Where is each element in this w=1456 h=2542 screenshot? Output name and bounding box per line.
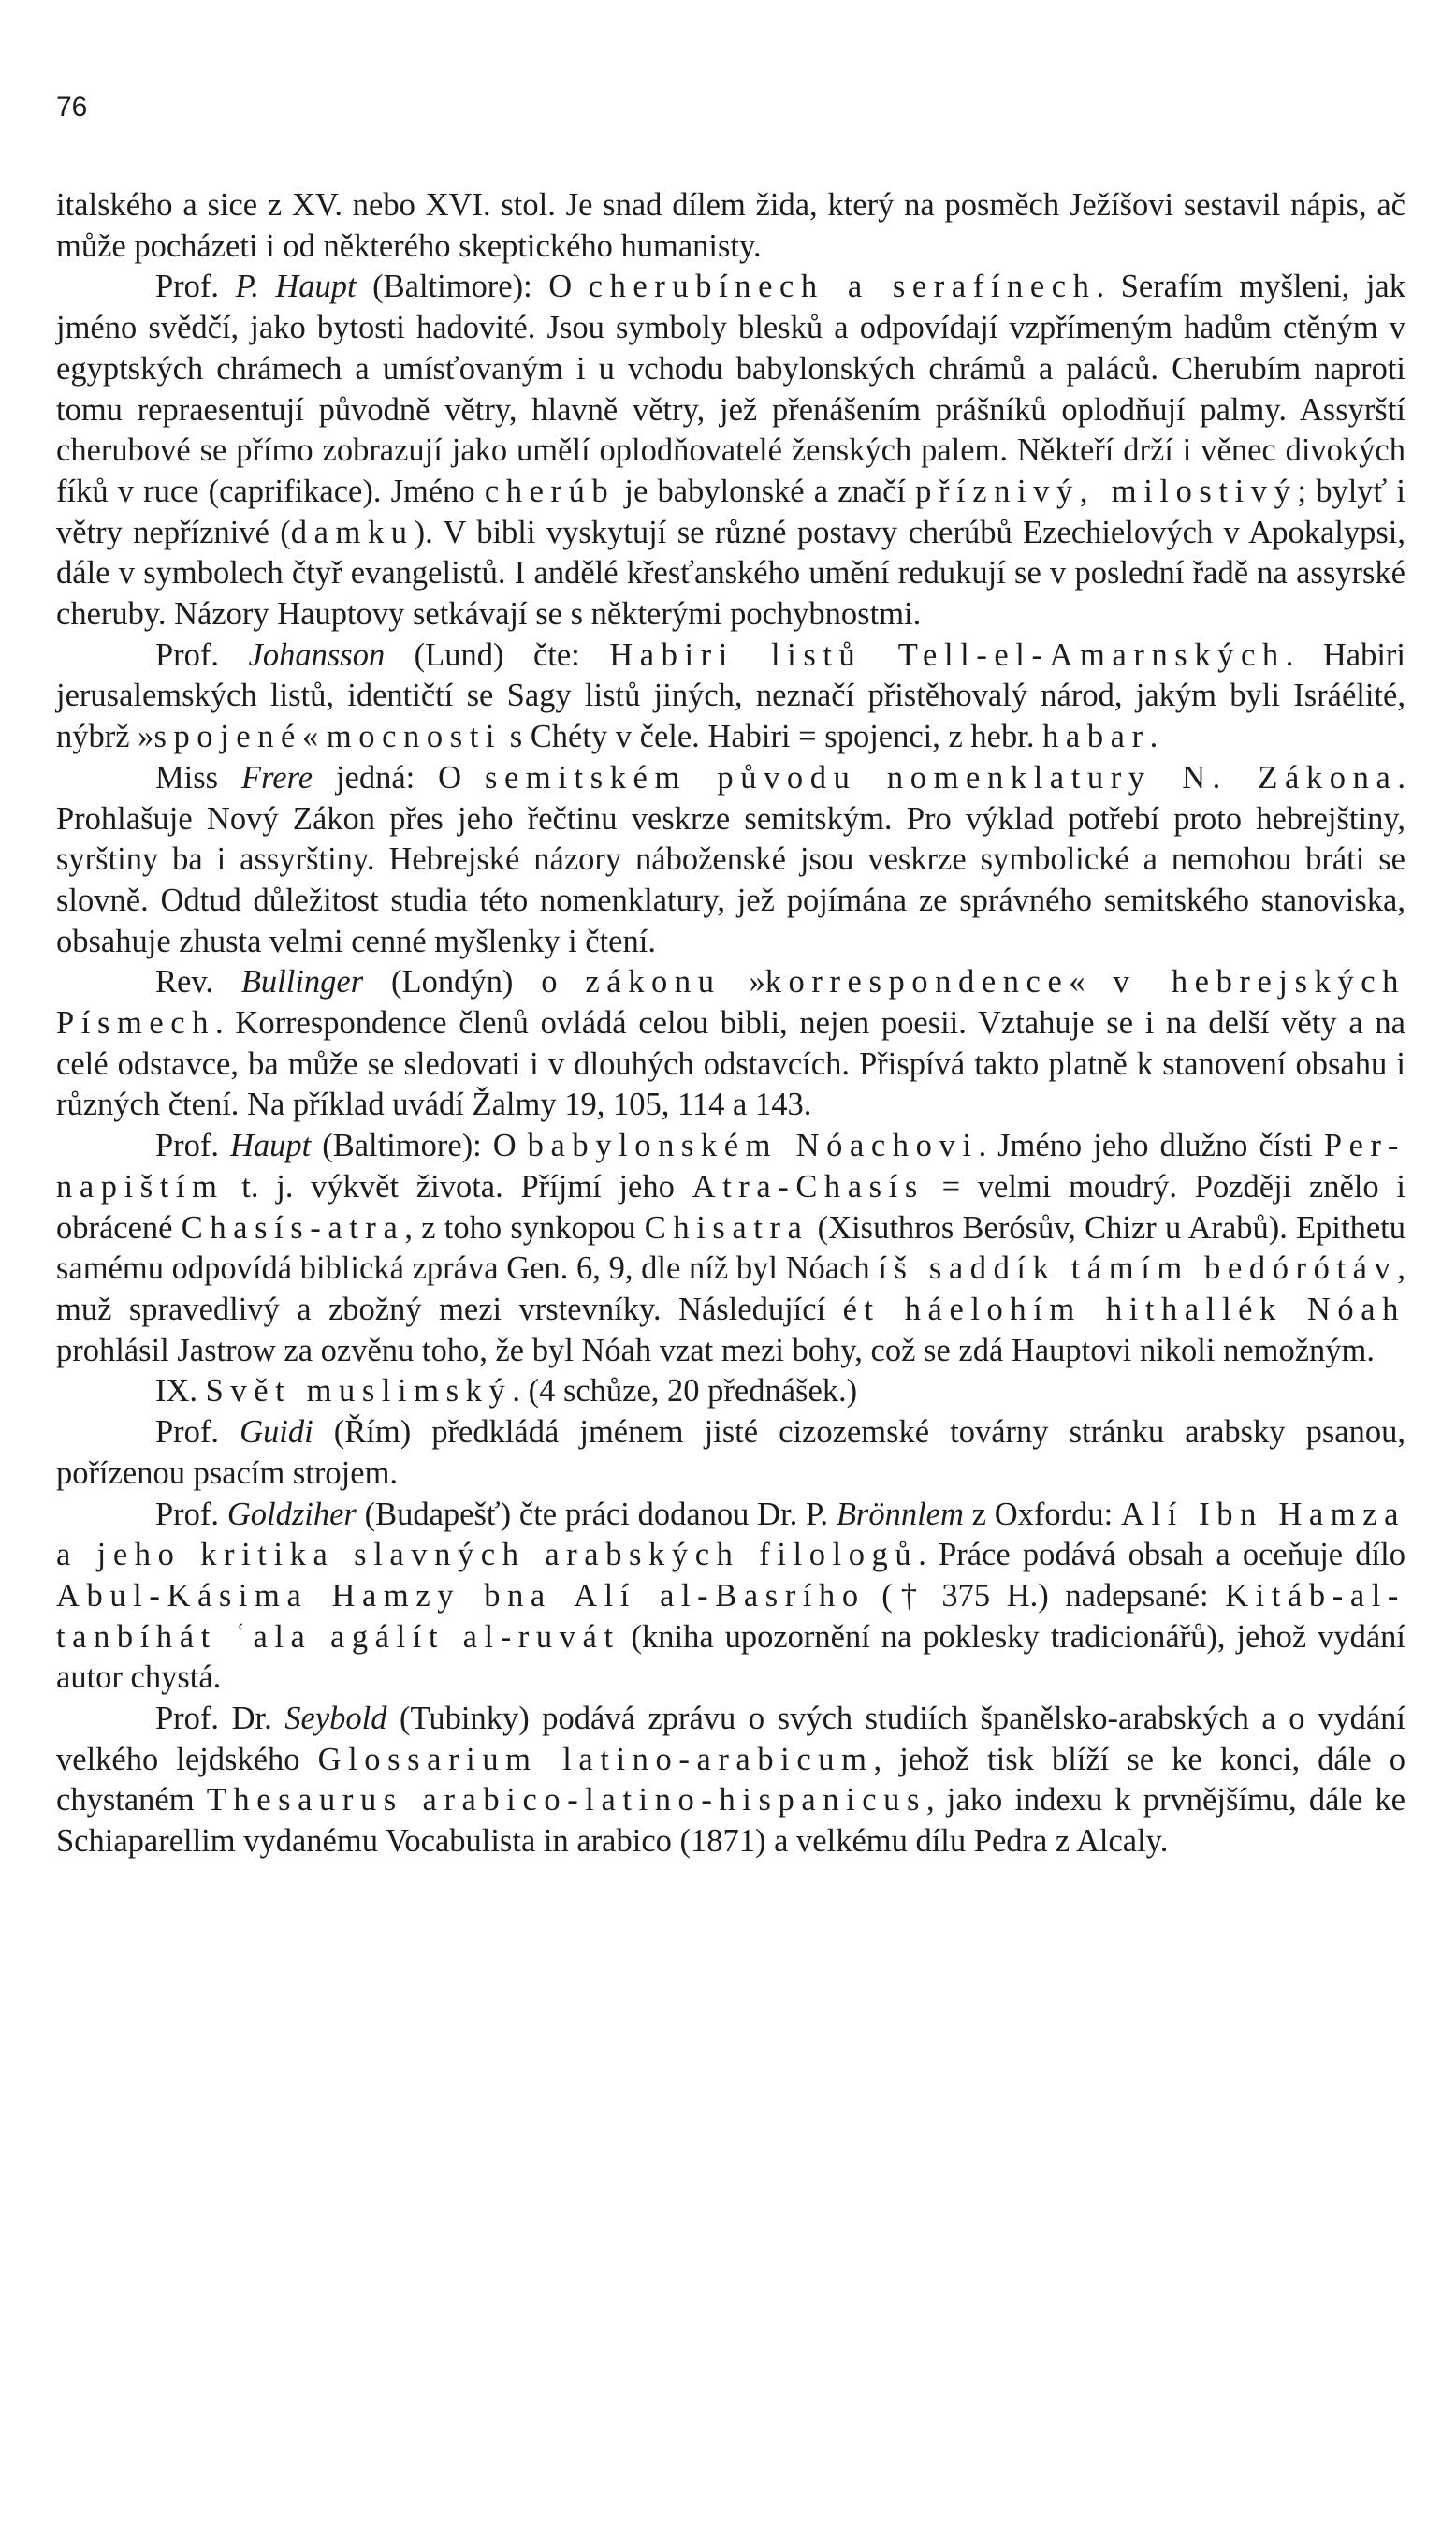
text-run: (Londýn) o <box>363 964 586 1001</box>
text-run: († 375 H.) nadepsané: <box>865 1577 1226 1614</box>
text-run: (Řím) předkládá jménem jisté cizozemské továrny stránku arabsky psanou, pořízenou psacím strojem. <box>56 1414 1405 1491</box>
text-run: . <box>1149 719 1158 755</box>
text-run: , jako indexu k prvnějšímu, dále ke Schiaparellim vydanému Vocabulista in arabico (1871) a velkému dílu Pedra z Alcaly. <box>56 1782 1405 1860</box>
text-run: . Habiri jerusalemských listů, identičtí se Sagy listů jiných, neznačí přistěhovalý národ, jakým byli Isráélité, nýbrž » <box>56 636 1405 755</box>
paragraph <box>56 962 1405 1126</box>
text-run: Miss <box>155 759 242 796</box>
author-name: Goldziher <box>226 1496 357 1532</box>
text-run: = velmi moudrý. Později znělo i obrácené <box>56 1168 1405 1246</box>
text-run: (Baltimore): O <box>356 269 589 305</box>
text-run: . Jméno jeho dlužno čísti <box>978 1128 1324 1164</box>
text-run: IX. <box>155 1373 206 1410</box>
paragraph <box>56 1699 1405 1863</box>
spaced-term: korrespondence <box>764 964 1070 1001</box>
text-run: s Chéty v čele. Habiri = spojenci, z hebr. <box>502 719 1043 755</box>
text-run: , z toho synkopou <box>404 1209 645 1246</box>
spaced-term: zákonu <box>585 964 721 1001</box>
text-run: jedná: O <box>313 759 485 796</box>
text-run: . Serafím myšleni, jak jméno svědčí, jako bytosti hadovité. Jsou symboly blesků a odpovídají vzpřímeným hadům ctěným v egyptských chrámech a umísťovaným i u vchodu babylonských chrámů a paláců. Cherubím naproti tomu repraesentují původně větry, hlavně větry, jež přenášením prášníků oplodňují palmy. Assyrští cherubové se přímo zobrazují jako umělí oplodňovatelé ženských palem. Někteří drží i věnec divokých fíků v ruce (caprifikace). Jméno <box>56 269 1405 509</box>
author-name: P. Haupt <box>235 269 357 305</box>
spaced-term: Atra-Chasís <box>692 1168 925 1205</box>
text-run: (Tubinky) podává zprávu o svých studiích španělsko-arabských a o vydání velkého lejdského <box>56 1701 1405 1777</box>
text-run: (Budapešť) čte práci dodanou Dr. P. <box>356 1496 837 1532</box>
spaced-term: ét háelohím hithallék Nóah <box>842 1291 1405 1327</box>
author-name: Frere <box>241 759 313 796</box>
text-run: . (4 schůze, 20 přednášek.) <box>512 1373 858 1410</box>
text-run: prohlásil Jastrow za ozvěnu toho, že byl Nóah vzat mezi bohy, což se zdá Hauptovi nikoli nemožným. <box>56 1332 1375 1368</box>
author-name: Johansson <box>248 636 386 673</box>
paragraph <box>56 185 1405 267</box>
spaced-term: příznivý, milostivý <box>915 473 1298 509</box>
paragraph <box>56 1495 1405 1700</box>
text-run: (kniha upozornění na poklesky tradicionářů), jehož vydání autor chystá. <box>56 1618 1405 1696</box>
text-run: . Práce podává obsah a oceňuje dílo <box>918 1537 1405 1573</box>
spaced-term: babylonském Nóachovi <box>527 1128 979 1164</box>
text-run: . Korrespondence členů ovládá celou bibli, nejen poesii. Vztahuje se i na delší věty a na celé odstavce, ba může se sledovati i v dlouhých odstavcích. Přispívá takto platně k stanovení obsahu i různých čtení. Na příklad uvádí Žalmy 19, 105, 114 a 143. <box>56 1005 1405 1123</box>
text-run: , muž spravedlivý a zbožný mezi vrstevníky. Následující <box>56 1250 1405 1327</box>
text-run: , jehož tisk blíží se ke konci, dále o chystaném <box>56 1741 1405 1819</box>
spaced-term: damku <box>290 514 415 550</box>
spaced-term: Glossarium latino-arabicum <box>317 1741 874 1777</box>
author-name: Seybold <box>284 1701 387 1737</box>
text-run: Prof. <box>155 1496 227 1532</box>
text-run: « <box>301 719 327 755</box>
text-run: je babylonské a značí <box>615 473 916 509</box>
text-run: (Lund) čte: <box>385 636 610 673</box>
text-run: Prof. <box>155 636 249 673</box>
author-name: Guidi <box>240 1414 313 1451</box>
spaced-term: cherubínech a serafínech <box>588 269 1097 305</box>
text-run: Prof. Dr. <box>155 1701 285 1737</box>
spaced-term: Kitáb-al-tanbíhát ʿala agálít al-ruvát <box>56 1577 1406 1655</box>
text-run: ). V bibli vyskytují se různé postavy cherúbů Ezechielových v Apokalypsi, dále v symbolech čtyř evangelistů. I andělé křesťanského umění redukují se v poslední řadě na assyrské cheruby. Názory Hauptovy setkávají se s některými pochybnostmi. <box>56 514 1405 633</box>
text-run: » <box>721 964 765 1001</box>
text-run: Rev. <box>155 964 241 1001</box>
spaced-term: Alí Ibn Hamza a jeho kritika slavných arabských filologů <box>56 1496 1405 1573</box>
text-run: (Baltimore): O <box>311 1128 528 1164</box>
spaced-term: Chisatra <box>644 1209 809 1246</box>
text-run: Prof. <box>155 1128 231 1164</box>
spaced-term: mocnosti <box>326 719 502 755</box>
paragraph <box>56 267 1405 635</box>
page-body <box>56 185 1405 1863</box>
paragraph <box>56 1371 1405 1412</box>
page-number: 76 <box>56 92 88 123</box>
text-run: t. j. výkvět života. Příjmí jeho <box>224 1168 692 1205</box>
spaced-term: habar <box>1042 719 1150 755</box>
author-name: Brönnlem <box>836 1496 964 1532</box>
spaced-term: spojené <box>153 719 302 755</box>
text-run: ; bylyť i větry nepříznivé ( <box>56 473 1406 550</box>
spaced-term: Thesaurus arabico-latino-hispanicus <box>206 1782 927 1819</box>
spaced-term: semitském původu nomenklatury N. Zákona <box>485 759 1398 796</box>
text-run: Prof. <box>155 1414 240 1451</box>
paragraph <box>56 758 1405 963</box>
spaced-term: Chasís-atra <box>181 1209 405 1246</box>
spaced-term: Habiri listů Tell-el-Amarnských <box>609 636 1286 673</box>
author-name: Haupt <box>230 1128 312 1164</box>
text-run: « <box>1069 964 1114 1001</box>
text-run: (Xisuthros Berósův, Chizr u Arabů). Epithetu samému odpovídá biblická zpráva Gen. 6, 9, dle níž byl Nóach <box>56 1209 1406 1287</box>
spaced-term: Per-napištím <box>56 1128 1405 1205</box>
paragraph <box>56 1412 1405 1494</box>
author-name: Bullinger <box>240 964 364 1001</box>
text-run: Prof. <box>155 269 236 305</box>
text-run: . Prohlašuje Nový Zákon přes jeho řečtinu veskrze semitským. Pro výklad potřebí proto hebrejštiny, syrštiny ba i assyrštiny. Hebrejské názory náboženské jsou veskrze symbolické a nemohou bráti se slovně. Odtud důležitost studia této nomenklatury, jež pojímána ze správného semitského stanoviska, obsahuje zhusta velmi cenné myšlenky i čtení. <box>56 759 1405 959</box>
spaced-term: cherúb <box>484 473 616 509</box>
text-run: italského a sice z XV. nebo XVI. stol. Je snad dílem žida, který na posměch Ježíšovi sestavil nápis, ač může pocházeti i od některého skeptického humanisty. <box>56 187 1405 264</box>
spaced-term: íš saddík támím bedórótáv <box>878 1250 1398 1287</box>
spaced-term: v hebrejských Písmech <box>56 964 1406 1042</box>
text-run: z Oxfordu: <box>963 1496 1122 1532</box>
paragraph <box>56 1126 1405 1371</box>
spaced-term: Abul-Kásima Hamzy bna Alí al-Basrího <box>56 1577 866 1614</box>
paragraph <box>56 636 1405 758</box>
spaced-term: Svět muslimský <box>205 1373 513 1410</box>
